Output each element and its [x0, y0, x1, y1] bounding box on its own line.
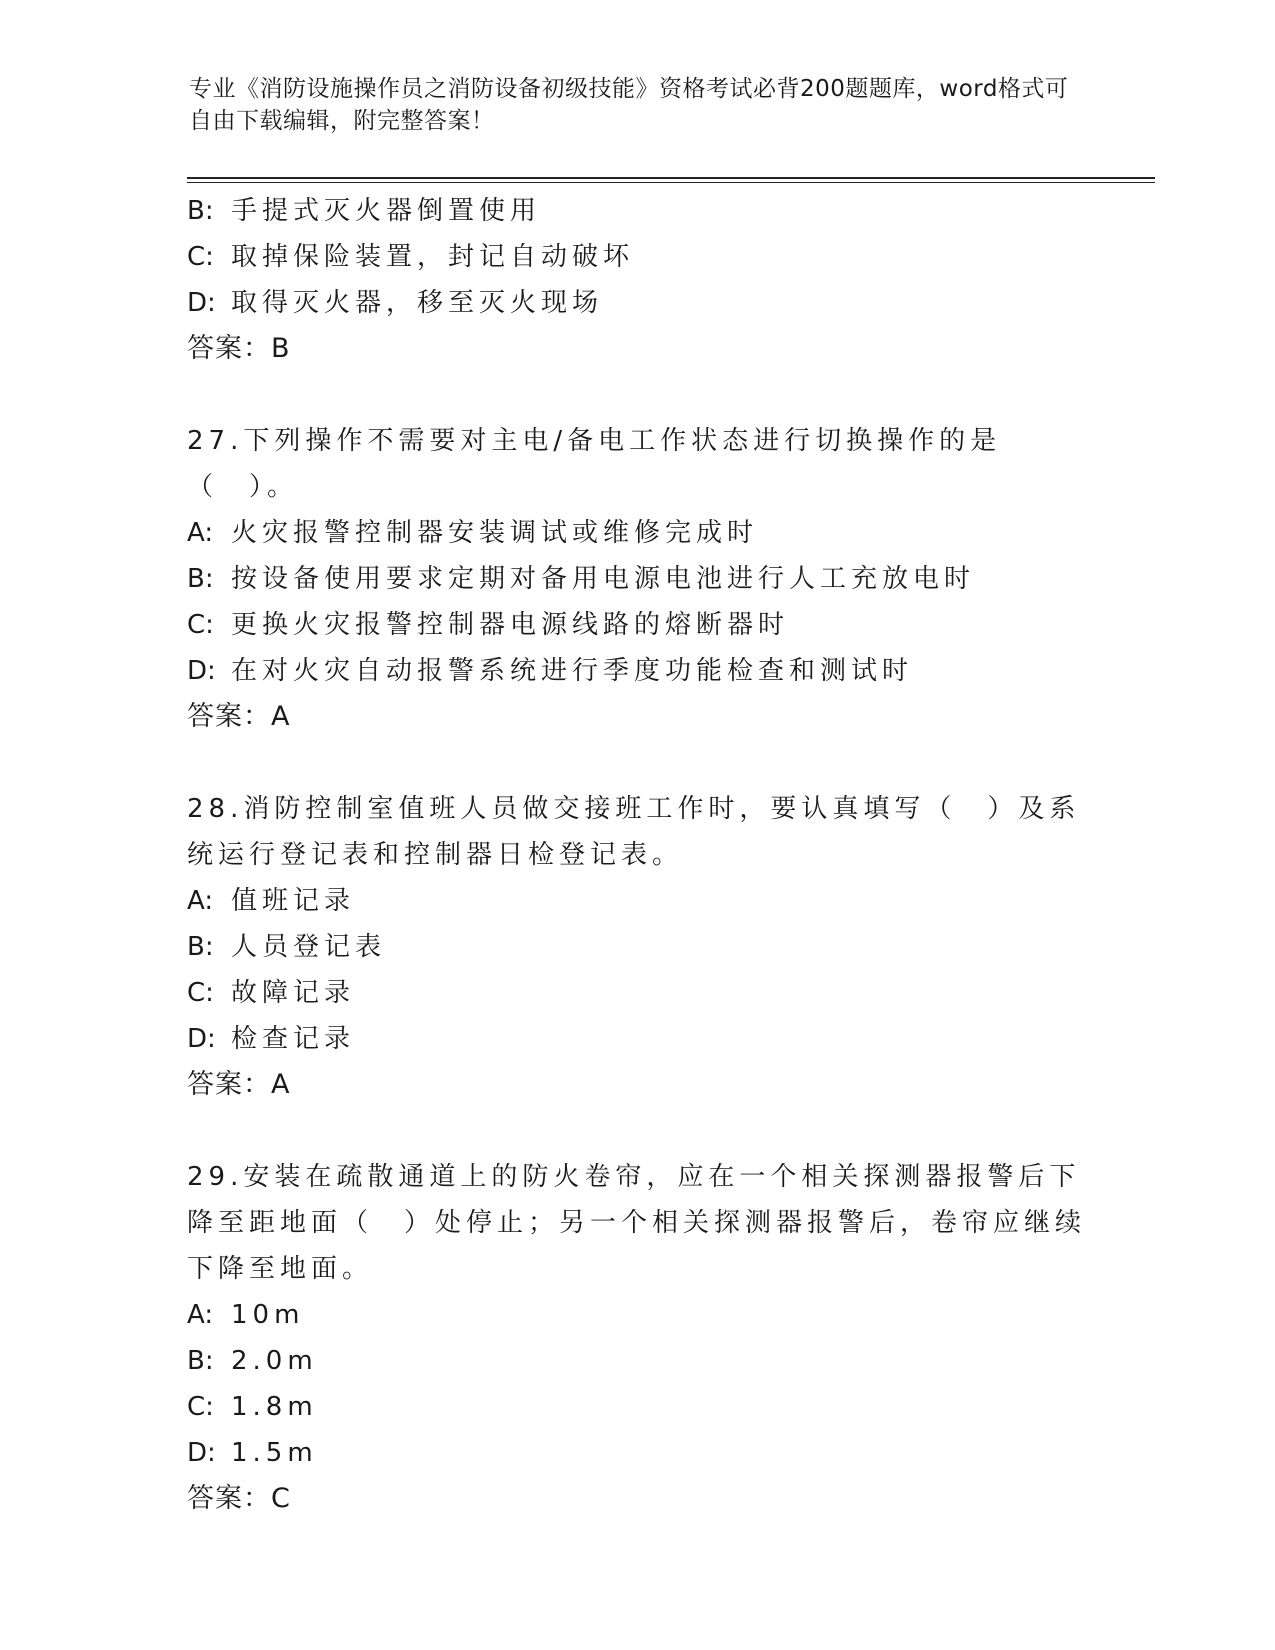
question-28: [187, 786, 1087, 1108]
option-label: D:: [187, 1024, 216, 1054]
option-text: 取掉保险装置，封记自动破坏: [231, 242, 635, 272]
option-text: 更换火灾报警控制器电源线路的熔断器时: [231, 610, 790, 640]
option-label: A:: [187, 518, 214, 548]
option-label: C:: [187, 1392, 214, 1422]
option-text: 火灾报警控制器安装调试或维修完成时: [231, 518, 759, 548]
option-text: 故障记录: [231, 978, 356, 1008]
question-stem: 29.安装在疏散通道上的防火卷帘，应在一个相关探测器报警后下降至距地面（ ）处停止；另一个相关探测器报警后，卷帘应继续下降至地面。: [187, 1162, 1087, 1284]
header-divider: [187, 177, 1155, 183]
option-text: 值班记录: [231, 886, 356, 916]
spacer: [187, 740, 1087, 786]
question-29: [187, 1154, 1087, 1522]
option-c: [187, 234, 1087, 280]
answer-line: 答案：C: [187, 1483, 291, 1514]
option-text: 1.5m: [231, 1438, 318, 1468]
option-label: B:: [187, 932, 214, 962]
option-text: 2.0m: [231, 1346, 318, 1376]
option-text: 1.8m: [231, 1392, 318, 1422]
option-text: 在对火灾自动报警系统进行季度功能检查和测试时: [231, 656, 914, 686]
option-a: [187, 510, 1087, 556]
option-label: B:: [187, 564, 214, 594]
option-label: C:: [187, 242, 214, 272]
option-a: [187, 878, 1087, 924]
option-label: B:: [187, 1346, 214, 1376]
option-d: [187, 648, 1087, 694]
option-b: [187, 1338, 1087, 1384]
option-text: 手提式灭火器倒置使用: [231, 196, 542, 226]
option-d: [187, 1016, 1087, 1062]
option-b: [187, 556, 1087, 602]
option-label: D:: [187, 1438, 216, 1468]
option-text: 取得灭火器，移至灭火现场: [231, 288, 604, 318]
option-b: [187, 924, 1087, 970]
option-label: C:: [187, 978, 214, 1008]
option-a: [187, 1292, 1087, 1338]
option-d: [187, 1430, 1087, 1476]
option-label: B:: [187, 196, 214, 226]
option-label: A:: [187, 886, 214, 916]
option-label: D:: [187, 288, 216, 318]
option-c: [187, 970, 1087, 1016]
spacer: [187, 372, 1087, 418]
option-c: [187, 602, 1087, 648]
question-list: [187, 188, 1087, 1522]
answer-line: 答案：A: [187, 701, 291, 732]
question-26-partial: [187, 188, 1087, 372]
option-label: A:: [187, 1300, 214, 1330]
option-text: 按设备使用要求定期对备用电源电池进行人工充放电时: [231, 564, 976, 594]
answer-line: 答案：A: [187, 1069, 291, 1100]
document-header: 专业《消防设施操作员之消防设备初级技能》资格考试必背200题题库，word格式可自由下载编辑，附完整答案！: [189, 76, 1069, 134]
question-27: [187, 418, 1087, 740]
option-label: C:: [187, 610, 214, 640]
option-label: D:: [187, 656, 216, 686]
question-stem: 27.下列操作不需要对主电/备电工作状态进行切换操作的是（ ）。: [187, 426, 1002, 502]
option-text: 10m: [231, 1300, 305, 1330]
option-d: [187, 280, 1087, 326]
option-text: 人员登记表: [231, 932, 387, 962]
option-text: 检查记录: [231, 1024, 356, 1054]
spacer: [187, 1108, 1087, 1154]
option-b: [187, 188, 1087, 234]
question-stem: 28.消防控制室值班人员做交接班工作时，要认真填写（ ）及系统运行登记表和控制器日检登记表。: [187, 794, 1081, 870]
answer-line: 答案：B: [187, 333, 291, 364]
option-c: [187, 1384, 1087, 1430]
